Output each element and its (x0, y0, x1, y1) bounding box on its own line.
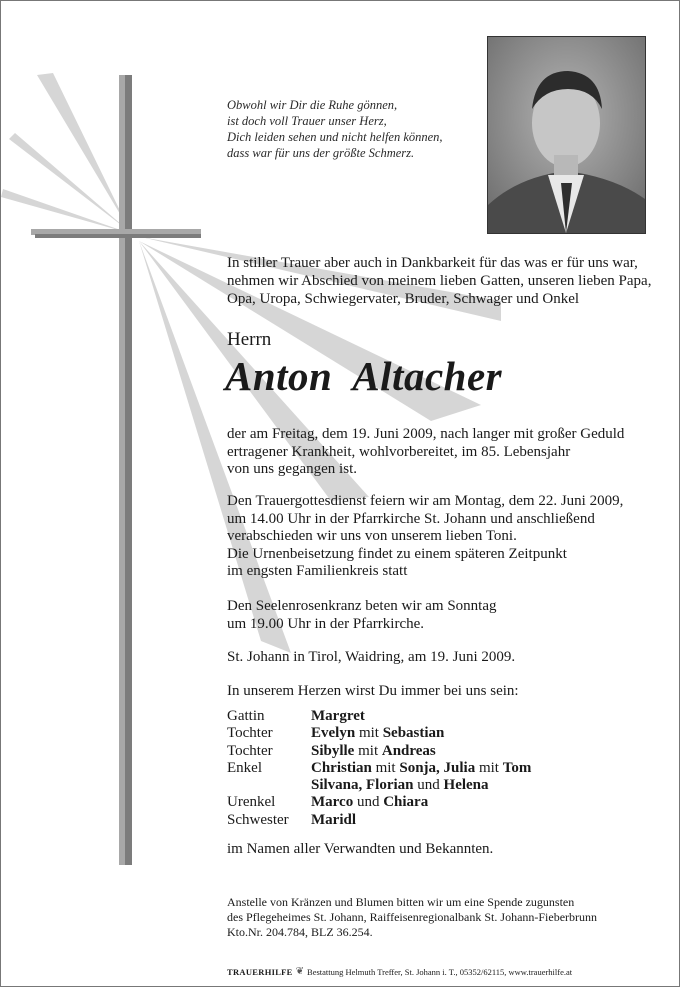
service-line: verabschieden wir uns von unserem lieben Toni. (227, 528, 517, 544)
rosary-line: Den Seelenrosenkranz beten wir am Sonntag (227, 598, 497, 614)
service-line: Die Urnenbeisetzung findet zu einem späteren Zeitpunkt (227, 545, 567, 562)
place-date (227, 649, 515, 667)
donation-line: des Pflegeheimes St. Johann, Raiffeisenregionalbank St. Johann-Fieberbrunn (227, 910, 598, 924)
relative-names: Marco und Chiara (311, 794, 429, 811)
poem-line: Dich leiden sehen und nicht helfen können, (227, 130, 443, 144)
death-notice-line: von uns gegangen ist. (227, 461, 357, 477)
relative-row (227, 777, 531, 794)
relatives-list (227, 708, 531, 829)
ray (9, 133, 129, 231)
relative-role: Gattin (227, 708, 265, 724)
relative-role (227, 777, 311, 794)
relative-names: Sibylle mit Andreas (311, 742, 436, 759)
relative-role: Schwester (227, 811, 289, 828)
portrait-photo (487, 36, 646, 234)
donation-note (227, 895, 597, 940)
relative-row (227, 708, 531, 725)
rosary-line: um 19.00 Uhr in der Pfarrkirche. (227, 615, 425, 632)
relative-role: Enkel (227, 759, 262, 776)
intro-line: Opa, Uropa, Schwiegervater, Bruder, Schwager und Onkel (227, 291, 580, 307)
poem-line: dass war für uns der größte Schmerz. (227, 146, 415, 160)
credit-brand: TRAUERHILFE (227, 966, 293, 977)
poem-line: Obwohl wir Dir die Ruhe gönnen, (227, 98, 398, 112)
ray (37, 73, 129, 229)
intro-line: In stiller Trauer aber auch in Dankbarkeit für das was er für uns war, (227, 255, 638, 271)
relative-role: Urenkel (227, 794, 276, 811)
death-notice-line: der am Freitag, dem 19. Juni 2009, nach langer mit großer Geduld (227, 426, 625, 442)
poem-line: ist doch voll Trauer unser Herz, (227, 114, 387, 128)
closing-text: im Namen aller Verwandten und Bekannten. (227, 841, 494, 857)
death-notice (227, 426, 624, 479)
closing (227, 841, 493, 859)
service-line: um 14.00 Uhr in der Pfarrkirche St. Johann und anschließend (227, 510, 595, 527)
credit-text: Bestattung Helmuth Treffer, St. Johann i. T., 05352/62115, www.trauerhilfe.at (307, 966, 573, 977)
service-line: Den Trauergottesdienst feiern wir am Montag, dem 22. Juni 2009, (227, 493, 624, 509)
death-notice-line: ertragener Krankheit, wohlvorbereitet, im 85. Lebensjahr (227, 443, 571, 460)
intro-text (227, 254, 667, 308)
relative-row (227, 743, 531, 760)
relative-row (227, 812, 531, 829)
relative-row (227, 725, 531, 742)
heart-line (227, 683, 519, 701)
relative-role: Tochter (227, 725, 273, 742)
relative-names: Silvana, Florian und Helena (311, 777, 489, 794)
poem (227, 97, 443, 161)
intro-line: nehmen wir Abschied von meinem lieben Gatten, unseren lieben Papa, (227, 273, 652, 289)
relative-names: Christian mit Sonja, Julia mit Tom (311, 759, 532, 776)
service-info (227, 493, 623, 581)
relative-names: Evelyn mit Sebastian (311, 725, 445, 742)
service-line: im engsten Familienkreis statt (227, 563, 408, 579)
salutation: Herrn (227, 329, 272, 350)
relative-names: Margret (311, 708, 365, 724)
donation-line: Anstelle von Kränzen und Blumen bitten wir um eine Spende zugunsten (227, 895, 575, 909)
relative-row (227, 794, 531, 811)
heart-line-text: In unserem Herzen wirst Du immer bei uns sein: (227, 683, 519, 699)
leaf-icon: ❦ (295, 966, 305, 977)
donation-line: Kto.Nr. 204.784, BLZ 36.254. (227, 925, 373, 939)
relative-role: Tochter (227, 742, 273, 759)
deceased-name: Anton Altacher (225, 353, 503, 399)
relative-row (227, 760, 531, 777)
relative-names: Maridl (311, 811, 356, 828)
place-date-text: St. Johann in Tirol, Waidring, am 19. Juni 2009. (227, 649, 516, 665)
funeral-home-credit (227, 966, 572, 977)
rosary-info (227, 598, 497, 633)
